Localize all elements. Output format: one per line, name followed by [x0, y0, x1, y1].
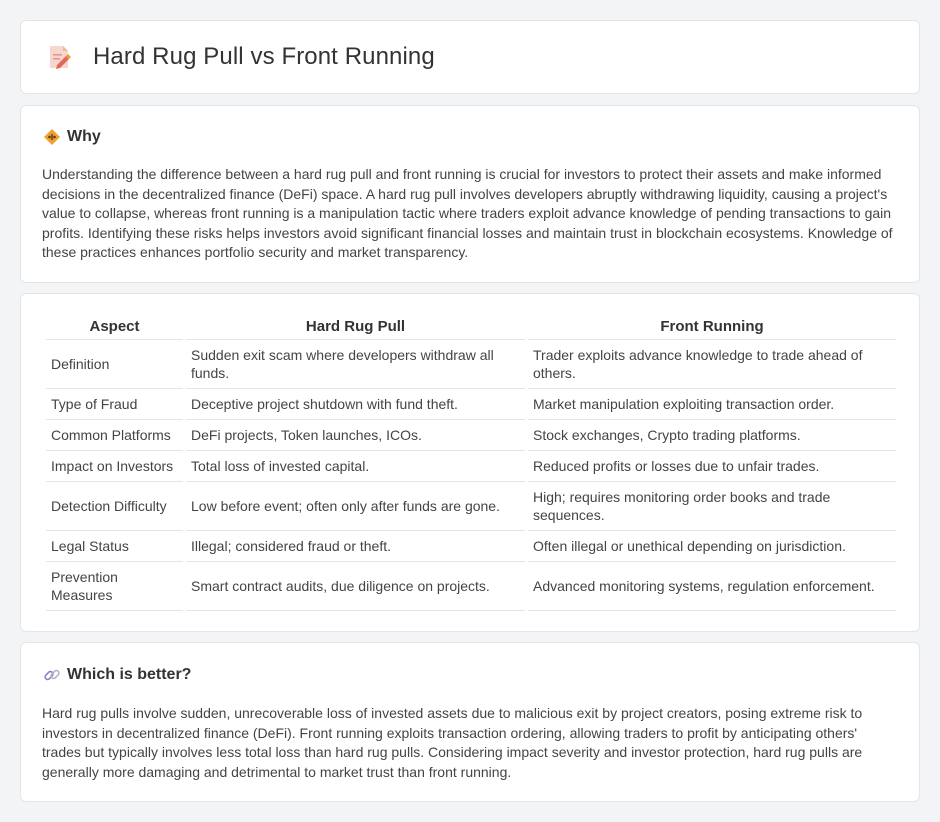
table-cell: Prevention Measures	[46, 562, 183, 611]
header-card	[20, 20, 920, 94]
page-title-row	[47, 43, 435, 71]
table-cell: Impact on Investors	[46, 451, 183, 482]
table-header-row	[46, 316, 896, 340]
table-cell: Detection Difficulty	[46, 482, 183, 531]
document-edit-icon	[47, 43, 73, 71]
table-cell: Smart contract audits, due diligence on projects.	[186, 562, 525, 611]
table-cell: Reduced profits or losses due to unfair trades.	[528, 451, 896, 482]
column-header-front-running: Front Running	[528, 316, 896, 340]
table-row	[46, 531, 896, 562]
table-cell: DeFi projects, Token launches, ICOs.	[186, 420, 525, 451]
table-cell: Legal Status	[46, 531, 183, 562]
table-cell: Deceptive project shutdown with fund theft.	[186, 389, 525, 420]
table-row	[46, 482, 896, 531]
table-cell: Market manipulation exploiting transaction order.	[528, 389, 896, 420]
table-cell: Stock exchanges, Crypto trading platforms.	[528, 420, 896, 451]
table-cell: Common Platforms	[46, 420, 183, 451]
diamond-warning-icon	[43, 128, 61, 146]
better-text: Hard rug pulls involve sudden, unrecoverable loss of invested assets due to malicious exit by project creators, posing extreme risk to investors in decentralized finance (DeFi). Front running exploits transaction ordering, allowing traders to profit by anticipating others' trades but typically involves less total loss than hard rug pulls. Considering impact severity and investor protection, hard rug pulls are generally more damaging and detrimental to market trust than front running.	[42, 705, 863, 780]
page-title: Hard Rug Pull vs Front Running	[93, 43, 435, 70]
table-cell: High; requires monitoring order books and trade sequences.	[528, 482, 896, 531]
table-cell: Type of Fraud	[46, 389, 183, 420]
table-row	[46, 451, 896, 482]
why-heading-row	[43, 128, 101, 146]
table-cell: Low before event; often only after funds are gone.	[186, 482, 525, 531]
table-cell: Sudden exit scam where developers withdraw all funds.	[186, 340, 525, 389]
table-cell: Often illegal or unethical depending on jurisdiction.	[528, 531, 896, 562]
better-heading: Which is better?	[67, 666, 192, 683]
column-header-hard-rug-pull: Hard Rug Pull	[186, 316, 525, 340]
comparison-card	[20, 293, 920, 632]
why-text: Understanding the difference between a hard rug pull and front running is crucial for investors to protect their assets and make informed decisions in the decentralized finance (DeFi) space. A hard rug pull involves developers abruptly withdrawing liquidity, causing a project's value to collapse, whereas front running is a manipulation tactic where traders exploit advance knowledge of pending transactions to gain profits. Identifying these risks helps investors avoid significant financial losses and maintain trust in blockchain ecosystems. Knowledge of these practices enhances portfolio security and market transparency.	[42, 166, 893, 260]
which-is-better-card	[20, 642, 920, 802]
table-cell: Illegal; considered fraud or theft.	[186, 531, 525, 562]
better-heading-row	[43, 666, 191, 684]
why-heading: Why	[67, 128, 101, 145]
table-cell: Trader exploits advance knowledge to trade ahead of others.	[528, 340, 896, 389]
table-cell: Total loss of invested capital.	[186, 451, 525, 482]
table-row	[46, 389, 896, 420]
table-cell: Advanced monitoring systems, regulation enforcement.	[528, 562, 896, 611]
table-cell: Definition	[46, 340, 183, 389]
why-card	[20, 105, 920, 283]
comparison-table	[43, 316, 899, 611]
table-row	[46, 562, 896, 611]
link-icon	[43, 666, 61, 684]
column-header-aspect: Aspect	[46, 316, 183, 340]
table-row	[46, 420, 896, 451]
table-row	[46, 340, 896, 389]
